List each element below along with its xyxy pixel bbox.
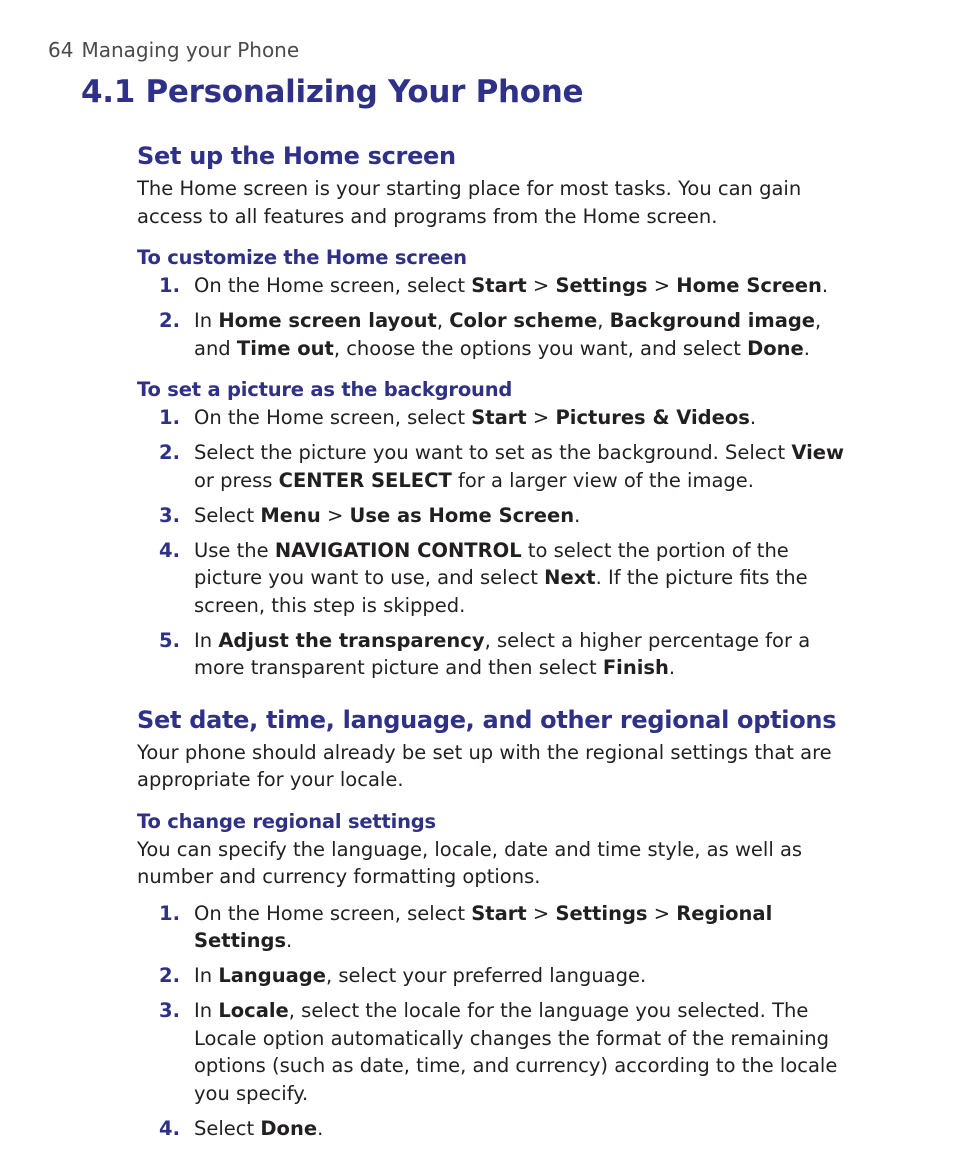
step-text: In Language, select your preferred language. bbox=[194, 964, 647, 987]
step-item bbox=[137, 627, 857, 682]
step-item bbox=[137, 537, 857, 620]
section-regional-options bbox=[137, 704, 857, 1143]
procedure-title: To set a picture as the background bbox=[137, 378, 513, 401]
step-number: 1. bbox=[159, 274, 180, 297]
step-number: 1. bbox=[159, 901, 180, 925]
step-text: Select Done. bbox=[194, 1116, 324, 1140]
page-number: 64 bbox=[48, 38, 74, 62]
step-item bbox=[137, 404, 857, 432]
procedure-steps bbox=[137, 404, 857, 682]
page-content bbox=[137, 140, 857, 1150]
step-item bbox=[137, 307, 857, 362]
step-text: Select the picture you want to set as the background. Select View or press CENTER SELECT for a larger view of the image. bbox=[194, 441, 845, 492]
step-number: 3. bbox=[159, 503, 180, 527]
procedure-steps bbox=[137, 900, 857, 1143]
step-number: 4. bbox=[159, 1116, 180, 1140]
step-item bbox=[137, 272, 857, 300]
procedure-steps bbox=[137, 272, 857, 362]
chapter-title: 4.1 Personalizing Your Phone bbox=[81, 74, 584, 110]
section-intro: The Home screen is your starting place for most tasks. You can gain access to all features and programs from the Home screen. bbox=[137, 177, 802, 228]
step-number: 4. bbox=[159, 538, 180, 562]
step-number: 2. bbox=[159, 441, 180, 464]
step-item bbox=[137, 962, 857, 990]
step-item bbox=[137, 997, 857, 1107]
step-item bbox=[137, 1115, 857, 1143]
step-item bbox=[137, 900, 857, 955]
step-number: 1. bbox=[159, 406, 180, 429]
section-title: Set up the Home screen bbox=[137, 142, 456, 170]
step-text: In Adjust the transparency, select a higher percentage for a more transparent picture and then select Finish. bbox=[194, 628, 811, 679]
step-item bbox=[137, 439, 857, 494]
running-title: Managing your Phone bbox=[81, 38, 300, 62]
step-text: Use the NAVIGATION CONTROL to select the portion of the picture you want to use, and select Next. If the picture fits the screen, this step is skipped. bbox=[194, 538, 808, 617]
step-number: 3. bbox=[159, 999, 180, 1022]
step-text: On the Home screen, select Start > Settings > Regional Settings. bbox=[194, 901, 773, 952]
section-home-screen bbox=[137, 140, 857, 682]
procedure-title: To customize the Home screen bbox=[137, 246, 467, 269]
step-item bbox=[137, 502, 857, 530]
step-number: 2. bbox=[159, 309, 180, 332]
page-header bbox=[48, 38, 299, 62]
section-intro: Your phone should already be set up with the regional settings that are appropriate for your locale. bbox=[137, 740, 832, 791]
section-title: Set date, time, language, and other regional options bbox=[137, 705, 837, 734]
step-text: On the Home screen, select Start > Settings > Home Screen. bbox=[194, 274, 829, 297]
step-number: 5. bbox=[159, 628, 180, 652]
step-number: 2. bbox=[159, 964, 180, 987]
procedure-title: To change regional settings bbox=[137, 809, 436, 833]
step-text: On the Home screen, select Start > Pictures & Videos. bbox=[194, 406, 757, 429]
procedure-intro: You can specify the language, locale, date and time style, as well as number and currency formatting options. bbox=[137, 837, 803, 888]
step-text: In Home screen layout, Color scheme, Background image, and Time out, choose the options you want, and select Done. bbox=[194, 309, 822, 360]
step-text: In Locale, select the locale for the language you selected. The Locale option automatically changes the format of the remaining options (such as date, time, and currency) according to the locale you specify. bbox=[194, 999, 838, 1105]
step-text: Select Menu > Use as Home Screen. bbox=[194, 503, 581, 527]
